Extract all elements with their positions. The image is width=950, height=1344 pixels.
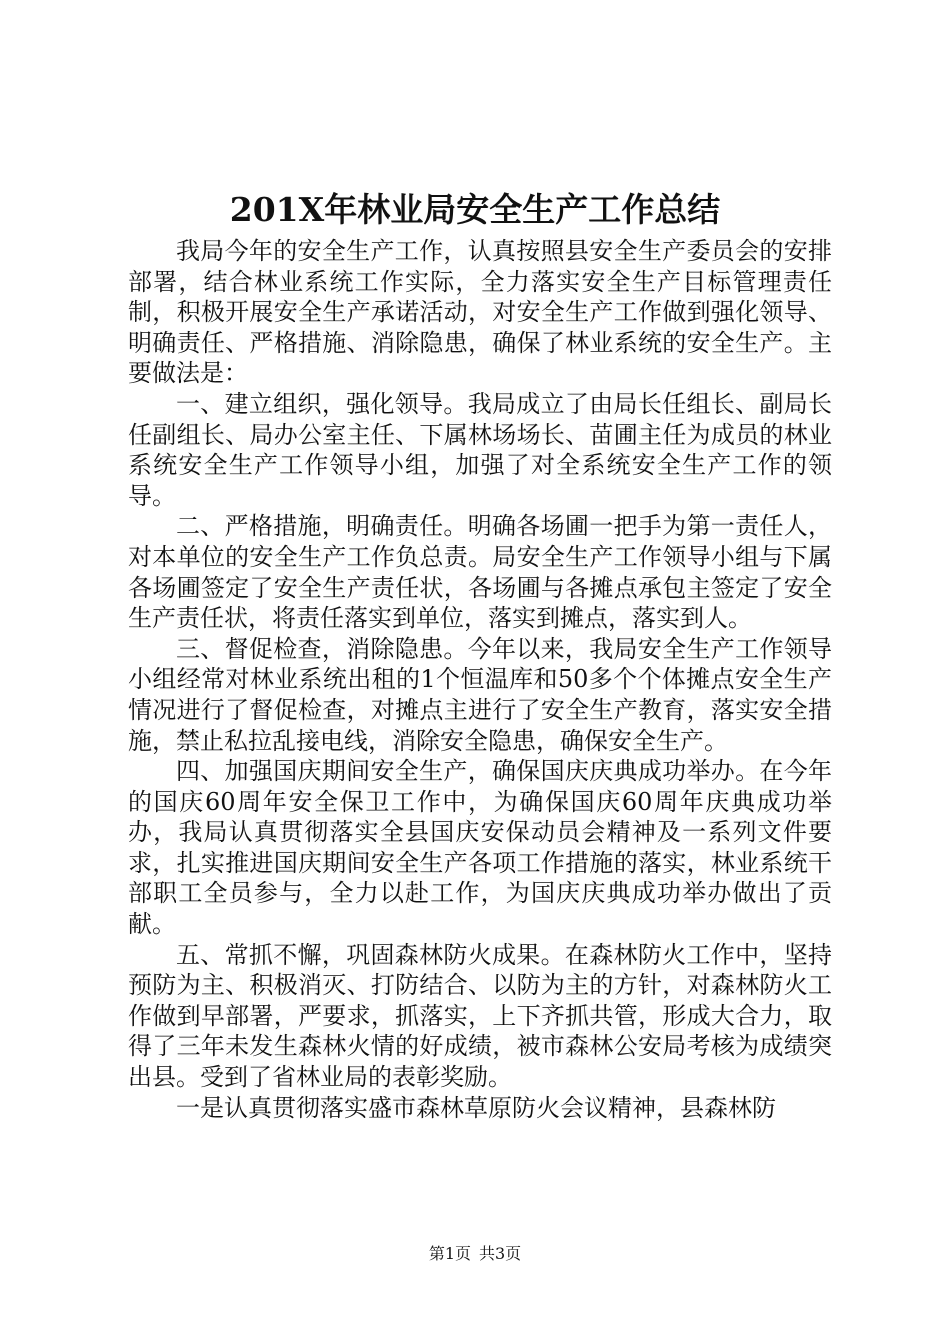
paragraph-intro: 我局今年的安全生产工作，认真按照县安全生产委员会的安排部署，结合林业系统工作实际，全力落实安全生产目标管理责任制，积极开展安全生产承诺活动，对安全生产工作做到强化领导、明确责任、严格措施、消除隐患，确保了林业系统的安全生产。主要做法是：: [128, 237, 832, 388]
paragraph-section-1: 一、建立组织，强化领导。我局成立了由局长任组长、副局长任副组长、局办公室主任、下属林场场长、苗圃主任为成员的林业系统安全生产工作领导小组，加强了对全系统安全生产工作的领导。: [128, 389, 832, 510]
page-footer: [0, 1243, 950, 1265]
paragraph-section-2: 二、严格措施，明确责任。明确各场圃一把手为第一责任人，对本单位的安全生产工作负总责。局安全生产工作领导小组与下属各场圃签定了安全生产责任状，各场圃与各摊点承包主签定了安全生产责任状，将责任落实到单位，落实到摊点，落实到人。: [128, 512, 832, 633]
paragraph-section-4: 四、加强国庆期间安全生产，确保国庆庆典成功举办。在今年的国庆60周年安全保卫工作中，为确保国庆60周年庆典成功举办，我局认真贯彻落实全县国庆安保动员会精神及一系列文件要求，扎实推进国庆期间安全生产各项工作措施的落实，林业系统干部职工全员参与，全力以赴工作，为国庆庆典成功举办做出了贡献。: [128, 757, 832, 939]
paragraph-section-3: 三、督促检查，消除隐患。今年以来，我局安全生产工作领导小组经常对林业系统出租的1个恒温库和50多个个体摊点安全生产情况进行了督促检查，对摊点主进行了安全生产教育，落实安全措施，禁止私拉乱接电线，消除安全隐患，确保安全生产。: [128, 634, 832, 755]
document-title: 201X年林业局安全生产工作总结: [229, 190, 721, 229]
page-total: 共3页: [479, 1244, 522, 1263]
page-number: 第1页: [428, 1244, 471, 1263]
document-body: [128, 236, 832, 1123]
paragraph-item-1: 一是认真贯彻落实盛市森林草原防火会议精神，县森林防: [176, 1093, 776, 1122]
paragraph-section-5: 五、常抓不懈，巩固森林防火成果。在森林防火工作中，坚持预防为主、积极消灭、打防结合、以防为主的方针，对森林防火工作做到早部署，严要求，抓落实，上下齐抓共管，形成大合力，取得了三年未发生森林火情的好成绩，被市森林公安局考核为成绩突出县。受到了省林业局的表彰奖励。: [128, 940, 832, 1092]
